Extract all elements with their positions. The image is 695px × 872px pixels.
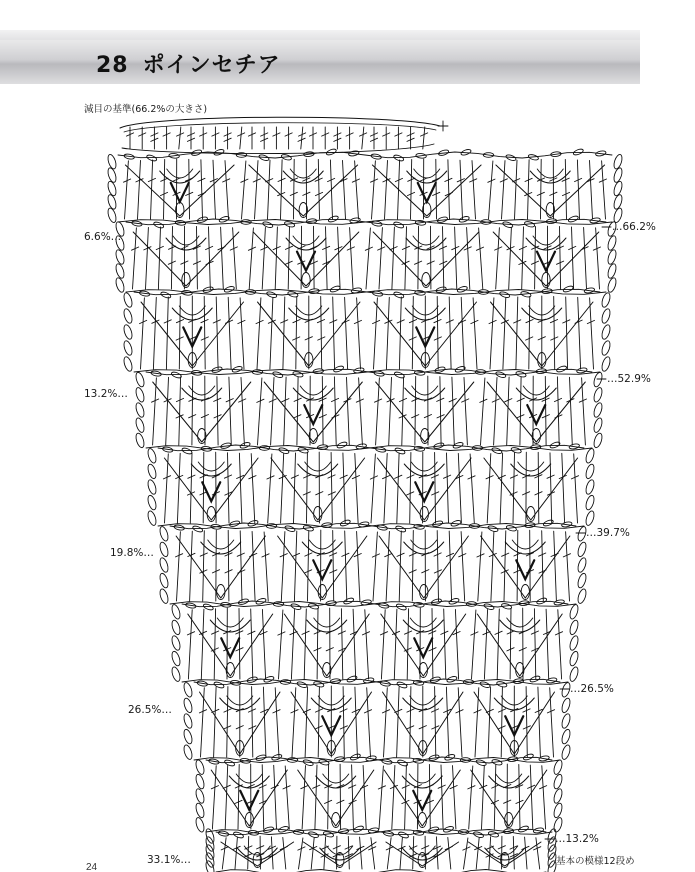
top-note: 減目の基準(66.2%の大きさ) [84, 104, 208, 115]
page-title-text: ポインセチア [142, 53, 281, 78]
bottom-note: 基本の模様12段め [556, 856, 635, 867]
left-label-1: 6.6%… [84, 231, 122, 243]
right-label-4: …26.5% [570, 683, 614, 695]
right-label-3: …39.7% [586, 527, 630, 539]
page-title-number: 28 [96, 53, 129, 78]
left-label-2: 13.2%… [84, 388, 128, 400]
left-label-5: 33.1%… [147, 854, 191, 866]
right-label-2: …52.9% [607, 373, 651, 385]
page-number: 24 [86, 862, 98, 872]
left-label-4: 26.5%… [128, 704, 172, 716]
right-label-1: …66.2% [612, 221, 656, 233]
left-label-3: 19.8%… [110, 547, 154, 559]
right-label-5: …13.2% [555, 833, 599, 845]
